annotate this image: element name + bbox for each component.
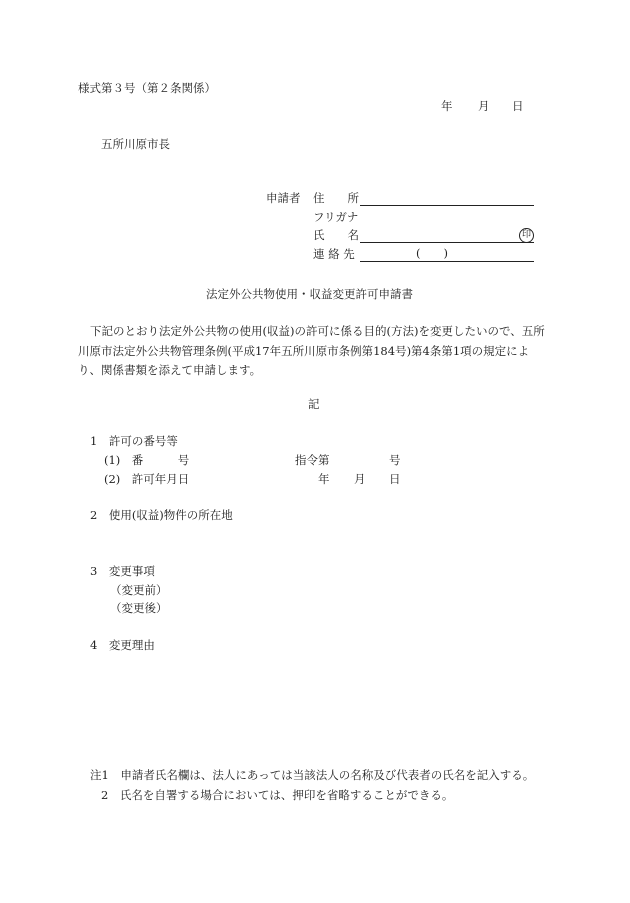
item1-sub1-suffix: 号	[389, 453, 401, 467]
form-number: 様式第３号（第２条関係）	[78, 81, 216, 95]
contact-label: 連 絡 先	[313, 247, 355, 261]
item3-before: （変更前）	[110, 583, 168, 597]
addressee: 五所川原市長	[101, 137, 170, 151]
applicant-role-label: 申請者	[266, 191, 301, 205]
item1-sub2-label: (2) 許可年月日	[104, 472, 190, 486]
date-day-label: 日	[512, 99, 524, 113]
date-year-label: 年	[441, 99, 453, 113]
item1-sub2-month: 月	[354, 472, 366, 486]
seal-mark: 印	[519, 228, 534, 243]
note-2: 2 氏名を自署する場合においては、押印を省略することができる。	[101, 788, 454, 802]
item2-label: 2 使用(収益)物件の所在地	[90, 508, 233, 522]
note-1: 注1 申請者氏名欄は、法人にあっては当該法人の名称及び代表者の氏名を記入する。	[90, 768, 535, 782]
contact-parens: ( )	[416, 246, 448, 260]
contact-underline[interactable]	[360, 261, 534, 262]
item4-label: 4 変更理由	[90, 638, 155, 652]
date-month-label: 月	[478, 99, 490, 113]
item1-sub1-label: (1) 番 号	[104, 453, 190, 467]
address-underline[interactable]	[360, 205, 534, 206]
item1-label: 1 許可の番号等	[90, 434, 178, 448]
item3-after: （変更後）	[110, 601, 168, 615]
item1-sub2-day: 日	[389, 472, 401, 486]
name-underline[interactable]	[360, 242, 534, 243]
furigana-label: フリガナ	[313, 210, 359, 224]
item1-sub2-year: 年	[318, 472, 330, 486]
item3-label: 3 変更事項	[90, 564, 155, 578]
document-title: 法定外公共物使用・収益変更許可申請書	[206, 287, 413, 301]
item1-sub1-prefix: 指令第	[295, 453, 330, 467]
body-paragraph: 下記のとおり法定外公共物の使用(収益)の許可に係る目的(方法)を変更したいので、五所川原市法定外公共物管理条例(平成17年五所川原市条例第184号)第4条第1項の規定により、関係書類を添えて申請します。	[78, 324, 545, 377]
name-label: 氏 名	[313, 228, 359, 242]
ki-marker: 記	[308, 397, 320, 411]
address-label: 住 所	[313, 191, 359, 205]
